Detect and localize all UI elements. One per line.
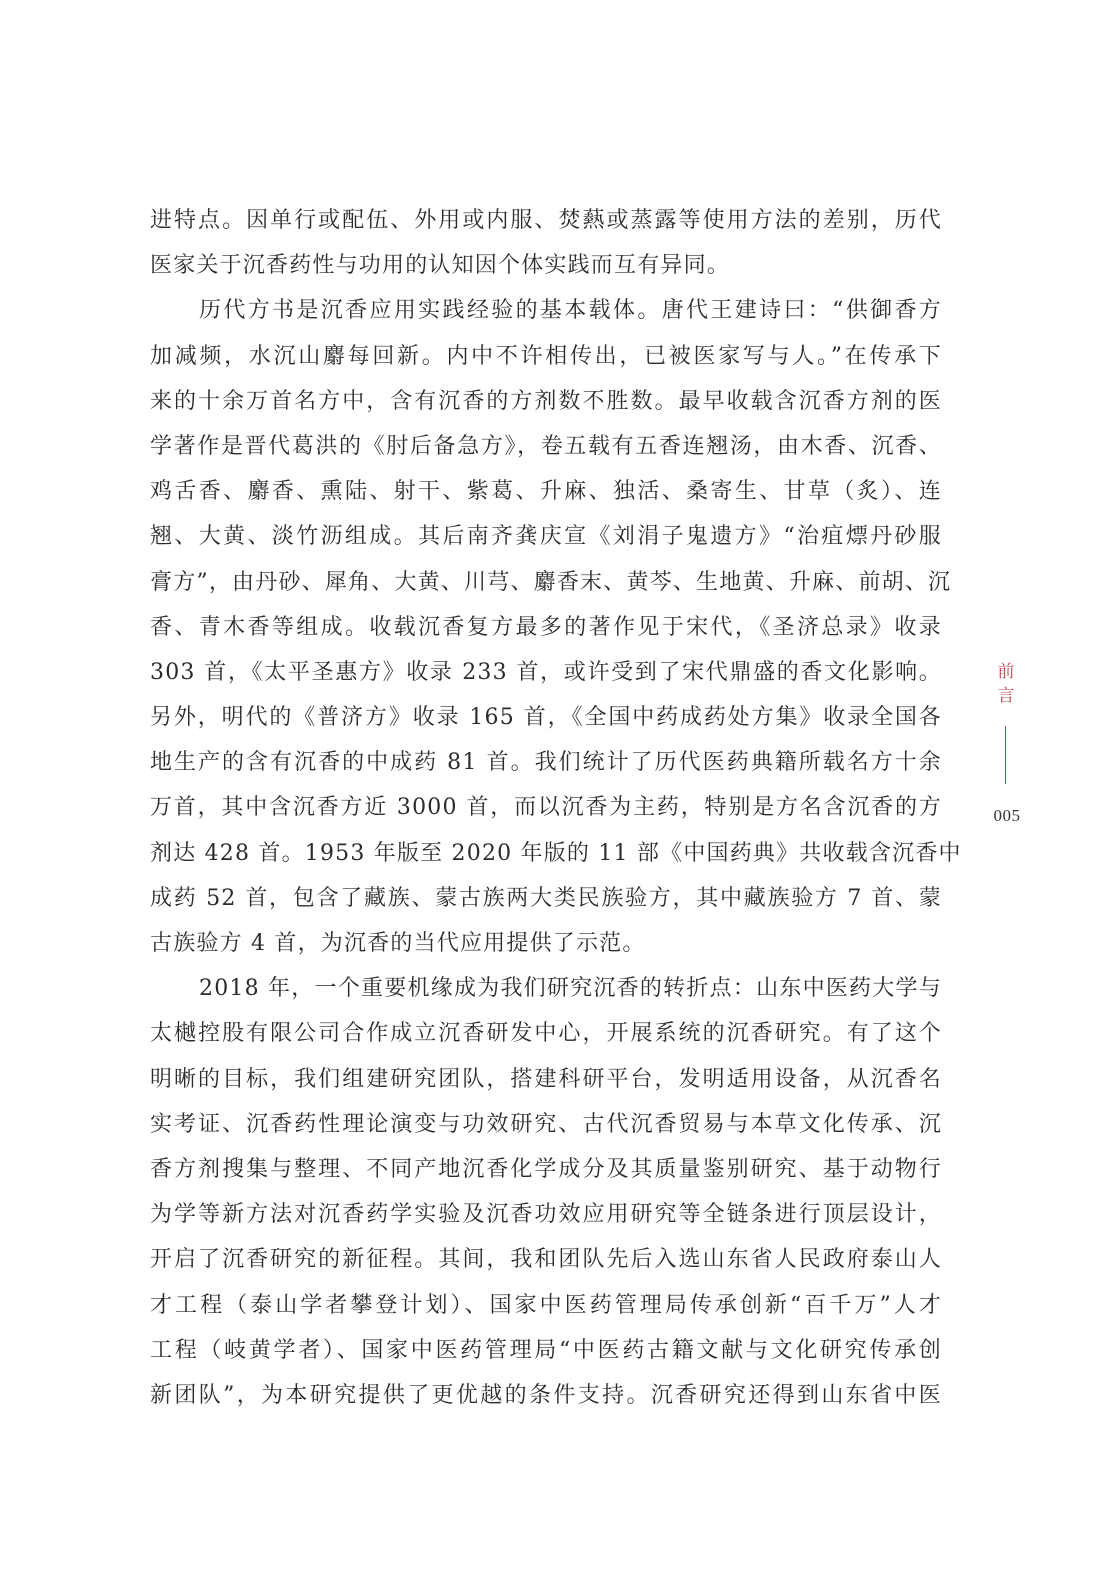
page-number: 005 bbox=[993, 806, 1021, 825]
paragraph-end-line: 医家关于沉香药性与功用的认知因个体实践而互有异同。 bbox=[150, 253, 731, 279]
text-line: 实考证、沉香药性理论演变与功效研究、古代沉香贸易与本草文化传承、沉 bbox=[150, 1111, 942, 1137]
text-line: 香、青木香等组成。收载沉香复方最多的著作见于宋代，《圣济总录》收录 bbox=[150, 614, 942, 640]
text-line: 太樾控股有限公司合作成立沉香研发中心，开展系统的沉香研究。有了这个 bbox=[150, 1021, 942, 1047]
text-line: 为学等新方法对沉香药学实验及沉香功效应用研究等全链条进行顶层设计， bbox=[150, 1202, 942, 1228]
text-line: 学著作是晋代葛洪的《肘后备急方》，卷五载有五香连翘汤，由木香、沉香、 bbox=[150, 433, 942, 459]
section-label bbox=[992, 660, 1020, 708]
body-text bbox=[150, 198, 962, 1418]
text-line: 地生产的含有沉香的中成药 81 首。我们统计了历代医药典籍所载名方十余 bbox=[150, 750, 942, 776]
section-divider-rule bbox=[1005, 726, 1006, 784]
paragraph-first-line: 2018 年，一个重要机缘成为我们研究沉香的转折点：山东中医药大学与 bbox=[199, 976, 942, 1002]
section-label-text: 前言 bbox=[997, 662, 1015, 706]
text-line: 剂达 428 首。1953 年版至 2020 年版的 11 部《中国药典》共收载含沉香中 bbox=[150, 840, 962, 866]
text-line: 工程（岐黄学者）、国家中医药管理局“中医药古籍文献与文化研究传承创 bbox=[150, 1337, 942, 1363]
paragraph-first-line: 历代方书是沉香应用实践经验的基本载体。唐代王建诗曰：“供御香方 bbox=[199, 298, 942, 324]
text-line: 香方剂搜集与整理、不同产地沉香化学成分及其质量鉴别研究、基于动物行 bbox=[150, 1156, 942, 1182]
text-line: 膏方”，由丹砂、犀角、大黄、川芎、麝香末、黄芩、生地黄、升麻、前胡、沉 bbox=[150, 569, 952, 595]
text-line: 明晰的目标，我们组建研究团队，搭建科研平台，发明适用设备，从沉香名 bbox=[150, 1066, 942, 1092]
text-line: 303 首，《太平圣惠方》收录 233 首，或许受到了宋代鼎盛的香文化影响。 bbox=[150, 659, 942, 685]
text-line: 开启了沉香研究的新征程。其间，我和团队先后入选山东省人民政府泰山人 bbox=[150, 1247, 942, 1273]
text-line: 另外，明代的《普济方》收录 165 首，《全国中药成药处方集》收录全国各 bbox=[150, 705, 942, 731]
text-line: 成药 52 首，包含了藏族、蒙古族两大类民族验方，其中藏族验方 7 首、蒙 bbox=[150, 885, 942, 911]
text-line: 才工程（泰山学者攀登计划）、国家中医药管理局传承创新“百千万”人才 bbox=[150, 1292, 942, 1318]
text-line: 翘、大黄、淡竹沥组成。其后南齐龚庆宣《刘涓子鬼遗方》“治疽熛丹砂服 bbox=[150, 524, 942, 550]
text-line: 进特点。因单行或配伍、外用或内服、焚爇或蒸露等使用方法的差别，历代 bbox=[150, 208, 942, 233]
text-line: 鸡舌香、麝香、熏陆、射干、紫葛、升麻、独活、桑寄生、甘草（炙）、连 bbox=[150, 479, 942, 505]
text-line: 新团队”，为本研究提供了更优越的条件支持。沉香研究还得到山东省中医 bbox=[150, 1382, 942, 1408]
text-line: 万首，其中含沉香方近 3000 首，而以沉香为主药，特别是方名含沉香的方 bbox=[150, 795, 942, 821]
text-line: 来的十余万首名方中，含有沉香的方剂数不胜数。最早收载含沉香方剂的医 bbox=[150, 388, 942, 414]
text-line: 加减频，水沉山麝每回新。内中不许相传出，已被医家写与人。”在传承下 bbox=[150, 343, 942, 369]
paragraph-end-line: 古族验方 4 首，为沉香的当代应用提供了示范。 bbox=[150, 931, 646, 956]
